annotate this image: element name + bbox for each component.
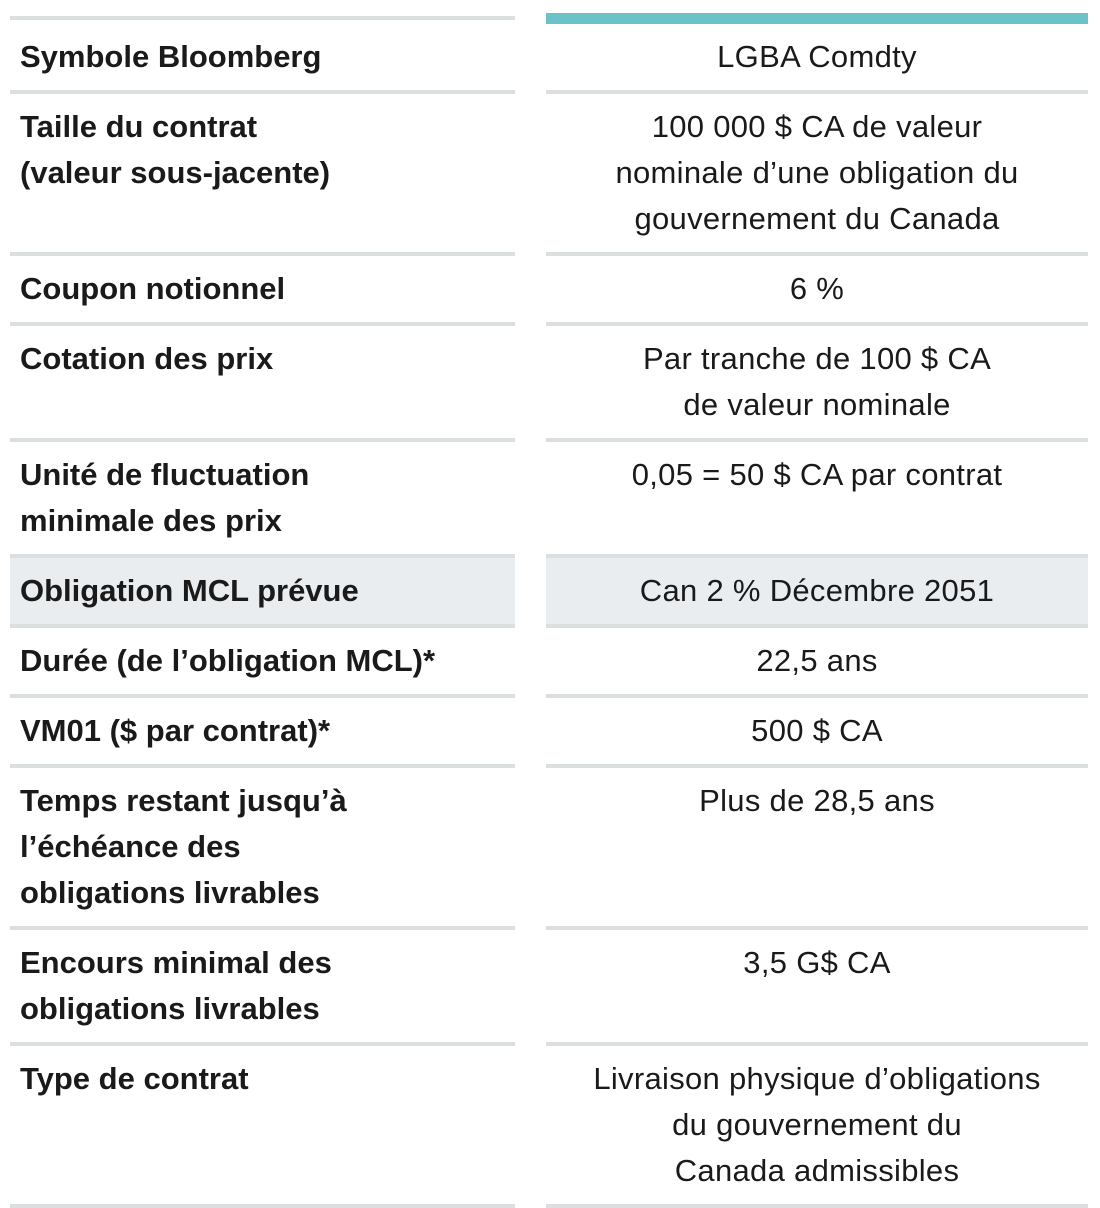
- row-min-price-fluctuation: [10, 442, 1088, 558]
- row-label: VM01 ($ par contrat)*: [20, 713, 331, 748]
- row-label: Type de contrat: [20, 1061, 249, 1096]
- top-rule-left: [10, 16, 515, 20]
- row-value: Livraison physique d’obligations du gouvernement du Canada admissibles: [593, 1061, 1041, 1188]
- row-value: 500 $ CA: [751, 713, 883, 748]
- row-label: Coupon notionnel: [20, 271, 286, 306]
- row-value: Can 2 % Décembre 2051: [639, 573, 995, 608]
- row-value: 22,5 ans: [756, 643, 878, 678]
- header-accent-bar: [546, 13, 1088, 24]
- row-value: Par tranche de 100 $ CA de valeur nominale: [642, 341, 992, 422]
- row-contract-type: [10, 1046, 1088, 1208]
- row-value: 6 %: [789, 271, 845, 306]
- row-dv01: [10, 698, 1088, 768]
- row-label: Durée (de l’obligation MCL)*: [20, 643, 436, 678]
- row-value: Plus de 28,5 ans: [699, 783, 935, 818]
- row-label: Unité de fluctuation minimale des prix: [20, 457, 310, 538]
- row-label: Temps restant jusqu’à l’échéance des obligations livrables: [20, 783, 347, 910]
- row-label: Obligation MCL prévue: [20, 573, 359, 608]
- row-min-outstanding: [10, 930, 1088, 1046]
- row-contract-size: [10, 94, 1088, 256]
- row-value: LGBA Comdty: [717, 39, 917, 74]
- row-value: 0,05 = 50 $ CA par contrat: [631, 457, 1003, 492]
- row-divider: [546, 1204, 1088, 1208]
- row-label: Cotation des prix: [20, 341, 274, 376]
- row-bloomberg-symbol: [10, 24, 1088, 94]
- row-divider: [10, 1204, 515, 1208]
- row-time-to-maturity: [10, 768, 1088, 930]
- row-value: 100 000 $ CA de valeur nominale d’une obligation du gouvernement du Canada: [615, 109, 1019, 236]
- row-label: Taille du contrat (valeur sous-jacente): [20, 109, 331, 190]
- spec-rows: [10, 24, 1088, 1208]
- row-value: 3,5 G$ CA: [743, 945, 891, 980]
- row-expected-ctd-bond: [10, 558, 1088, 628]
- row-duration: [10, 628, 1088, 698]
- row-label: Encours minimal des obligations livrables: [20, 945, 332, 1026]
- row-price-quotation: [10, 326, 1088, 442]
- row-notional-coupon: [10, 256, 1088, 326]
- row-label: Symbole Bloomberg: [20, 39, 322, 74]
